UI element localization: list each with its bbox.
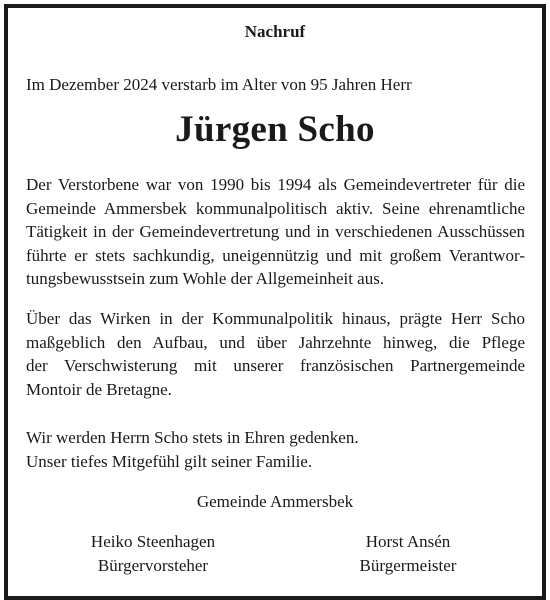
text-line: maßgeblich den Aufbau, und über Jahrzehnte hinweg, die Pflege — [26, 332, 525, 352]
paragraph-condolence — [26, 426, 525, 473]
notice-heading: Nachruf — [244, 22, 306, 41]
text-line: Über das Wirken in der Kommunalpolitik hinaus, prägte Herr Scho — [26, 309, 525, 328]
signatory-name: Heiko Steenhagen — [90, 532, 216, 551]
text-line: Unser tiefes Mitgefühl gilt seiner Familie. — [26, 451, 313, 471]
text-line: tungsbewusstsein zum Wohle der Allgemeinheit aus. — [26, 269, 385, 288]
text-line: führte er stets sachkundig, uneigennützig und mit großem Verantwor- — [26, 245, 525, 265]
text-line: der Verschwisterung mit unserer französischen Partnergemeinde — [26, 356, 525, 375]
paragraph-partnership — [26, 307, 525, 401]
deceased-name: Jürgen Scho — [175, 109, 375, 150]
signatory-title: Bürgervorsteher — [97, 555, 209, 575]
text-line: Gemeinde Ammersbek kommunalpolitisch aktiv. Seine ehrenamtliche — [26, 198, 525, 218]
text-line: Der Verstorbene war von 1990 bis 1994 als Gemeindevertreter für die — [26, 175, 525, 194]
signatory-title: Bürgermeister — [359, 555, 457, 575]
text-line: Tätigkeit in der Gemeindevertretung und in verschiedenen Ausschüssen — [26, 222, 525, 241]
signatory-left — [43, 530, 263, 577]
text-line: Wir werden Herrn Scho stets in Ehren gedenken. — [26, 428, 359, 447]
text-line: Montoir de Bretagne. — [26, 379, 172, 399]
signatory-name: Horst Ansén — [365, 532, 451, 551]
signatory-right — [298, 530, 518, 577]
organization-name: Gemeinde Ammersbek — [196, 492, 354, 511]
paragraph-tribute — [26, 173, 525, 291]
intro-line: Im Dezember 2024 verstarb im Alter von 95 Jahren Herr — [26, 75, 412, 94]
